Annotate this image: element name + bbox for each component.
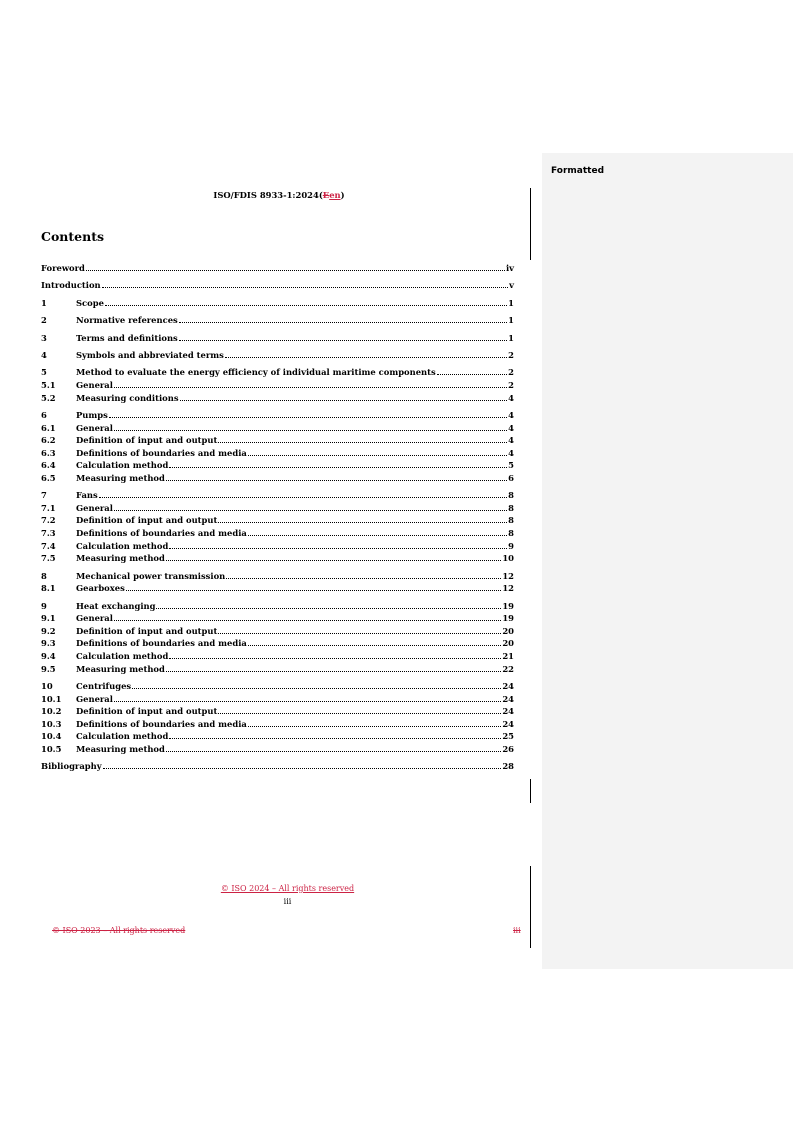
toc-dot-leader xyxy=(166,662,501,672)
toc-entry-title: Heat exchanging xyxy=(76,600,156,611)
toc-dot-leader xyxy=(248,717,502,727)
toc-entry-page: v xyxy=(509,280,514,291)
toc-entry[interactable] xyxy=(41,296,514,309)
toc-entry[interactable] xyxy=(41,742,514,755)
toc-entry-page: 22 xyxy=(502,663,514,674)
toc-dot-leader xyxy=(156,599,501,609)
toc-dot-leader xyxy=(114,501,507,511)
toc-dot-leader xyxy=(179,313,507,323)
toc-entry-title: Definition of input and output xyxy=(76,625,218,636)
toc-entry-page: 8 xyxy=(508,502,514,513)
toc-entry-page: 1 xyxy=(508,315,514,326)
toc-entry-number: 9.2 xyxy=(41,625,56,636)
toc-entry[interactable] xyxy=(41,759,514,772)
toc-entry-page: 12 xyxy=(502,570,514,581)
toc-dot-leader xyxy=(169,458,507,468)
toc-entry[interactable] xyxy=(41,662,514,675)
toc-entry-number: 6.4 xyxy=(41,460,56,471)
toc-entry[interactable] xyxy=(41,433,514,446)
toc-entry-page: iv xyxy=(505,263,514,273)
toc-entry-page: 5 xyxy=(508,460,514,471)
toc-entry-number: 6.3 xyxy=(41,447,56,458)
toc-entry-page: 19 xyxy=(502,613,514,624)
toc-dot-leader xyxy=(169,539,507,549)
toc-entry-number: 9 xyxy=(41,600,47,611)
toc-entry-number: 8 xyxy=(41,570,47,581)
toc-dot-leader xyxy=(248,446,507,456)
toc-entry-number: 3 xyxy=(41,332,47,343)
toc-entry-number: 10.2 xyxy=(41,706,62,717)
toc-entry-title: Foreword xyxy=(41,263,85,273)
toc-entry-page: 24 xyxy=(502,693,514,704)
toc-entry-page: 2 xyxy=(508,367,514,378)
toc-entry-title: Definitions of boundaries and media xyxy=(76,447,247,458)
toc-entry-number: 10.1 xyxy=(41,693,62,704)
toc-dot-leader xyxy=(226,569,501,579)
toc-entry[interactable] xyxy=(41,421,514,434)
toc-entry[interactable] xyxy=(41,488,514,501)
toc-entry[interactable] xyxy=(41,458,514,471)
toc-entry-page: 12 xyxy=(502,583,514,594)
toc-entry-title: Definition of input and output xyxy=(76,515,218,526)
document-header xyxy=(41,190,517,200)
toc-entry-title: Measuring conditions xyxy=(76,392,179,403)
toc-entry-number: 5.1 xyxy=(41,379,56,390)
toc-entry-number: 7.2 xyxy=(41,515,56,526)
toc-dot-leader xyxy=(218,433,507,443)
toc-entry-number: 9.1 xyxy=(41,613,56,624)
toc-entry-title: General xyxy=(76,693,113,704)
toc-entry-page: 28 xyxy=(502,761,514,772)
toc-entry[interactable] xyxy=(41,704,514,717)
toc-entry-page: 2 xyxy=(508,349,514,360)
toc-entry-title: Measuring method xyxy=(76,663,165,674)
toc-entry-number: 5 xyxy=(41,367,47,378)
toc-dot-leader xyxy=(109,408,507,418)
toc-dot-leader xyxy=(166,551,501,561)
toc-entry-number: 7.1 xyxy=(41,502,56,513)
toc-entry-number: 7.4 xyxy=(41,540,56,551)
toc-dot-leader xyxy=(132,679,501,689)
toc-entry-page: 4 xyxy=(508,422,514,433)
toc-entry[interactable] xyxy=(41,261,514,274)
toc-dot-leader xyxy=(102,278,508,288)
toc-entry-title: General xyxy=(76,613,113,624)
toc-entry-title: Introduction xyxy=(41,280,101,291)
toc-dot-leader xyxy=(218,704,501,714)
toc-entry-number: 7 xyxy=(41,490,47,501)
toc-entry-page: 24 xyxy=(502,706,514,717)
toc-entry-title: Definitions of boundaries and media xyxy=(76,638,247,649)
change-bar-header xyxy=(530,188,531,260)
toc-entry-title: Mechanical power transmission xyxy=(76,570,226,581)
toc-entry-title: Symbols and abbreviated terms xyxy=(76,349,224,360)
toc-entry-page: 20 xyxy=(502,625,514,636)
toc-entry[interactable] xyxy=(41,551,514,564)
toc-entry-number: 5.2 xyxy=(41,392,56,403)
footer-page-number: iii xyxy=(283,897,292,906)
toc-entry-title: Calculation method xyxy=(76,651,169,661)
toc-entry-number: 10.5 xyxy=(41,743,62,754)
toc-entry-title: Gearboxes xyxy=(76,583,125,594)
toc-entry[interactable] xyxy=(41,624,514,637)
toc-entry-number: 7.5 xyxy=(41,553,56,564)
toc-entry-number: 6.5 xyxy=(41,472,56,483)
toc-entry[interactable] xyxy=(41,729,514,742)
change-bar-footer xyxy=(530,866,531,948)
toc-entry-number: 1 xyxy=(41,297,47,308)
toc-dot-leader xyxy=(218,624,501,634)
toc-entry-number: 9.5 xyxy=(41,663,56,674)
toc-entry[interactable] xyxy=(41,348,514,361)
toc-entry-page: 1 xyxy=(508,332,514,343)
footer-page-number-deleted: iii xyxy=(513,926,521,935)
toc-dot-leader xyxy=(126,581,502,591)
toc-entry-number: 9.4 xyxy=(41,651,56,661)
toc-entry-page: 8 xyxy=(508,515,514,526)
toc-entry[interactable] xyxy=(41,526,514,539)
toc-entry-number: 10.3 xyxy=(41,718,62,729)
header-deleted-text: E xyxy=(322,190,330,200)
toc-entry-number: 6.1 xyxy=(41,422,56,433)
toc-dot-leader xyxy=(179,331,507,341)
comment-pane xyxy=(542,153,793,969)
toc-entry-title: Bibliography xyxy=(41,761,102,772)
toc-entry-page: 4 xyxy=(508,409,514,420)
toc-entry[interactable] xyxy=(41,331,514,344)
toc-entry[interactable] xyxy=(41,278,514,291)
header-inserted-text: en xyxy=(329,190,341,200)
header-suffix: ) xyxy=(340,190,345,200)
toc-entry-title: Pumps xyxy=(76,409,108,420)
toc-dot-leader xyxy=(166,742,501,752)
toc-dot-leader xyxy=(114,611,501,621)
toc-entry[interactable] xyxy=(41,408,514,421)
toc-entry-title: Method to evaluate the energy efficiency of individual maritime components xyxy=(76,367,436,378)
toc-entry[interactable] xyxy=(41,471,514,484)
toc-entry-page: 25 xyxy=(502,731,514,742)
toc-entry-title: Definition of input and output xyxy=(76,706,218,717)
toc-dot-leader xyxy=(103,759,502,769)
toc-dot-leader xyxy=(169,729,501,739)
toc-entry[interactable] xyxy=(41,581,514,594)
toc-entry-page: 10 xyxy=(502,553,514,564)
table-of-contents xyxy=(41,261,514,772)
toc-entry-number: 10.4 xyxy=(41,731,62,742)
toc-entry-title: Measuring method xyxy=(76,743,165,754)
toc-entry-title: Measuring method xyxy=(76,472,165,483)
toc-entry-title: Definitions of boundaries and media xyxy=(76,528,247,539)
toc-entry-page: 4 xyxy=(508,392,514,403)
toc-entry-page: 20 xyxy=(502,638,514,649)
toc-entry[interactable] xyxy=(41,313,514,326)
toc-dot-leader xyxy=(166,471,507,481)
toc-entry[interactable] xyxy=(41,649,514,662)
footer-copyright-2023-deleted: © ISO 2023 – All rights reserved xyxy=(52,926,186,935)
toc-entry-number: 10 xyxy=(41,680,53,691)
toc-dot-leader xyxy=(218,513,507,523)
toc-entry-title: Scope xyxy=(76,297,104,308)
toc-dot-leader xyxy=(248,526,507,536)
toc-entry-page: 9 xyxy=(508,540,514,551)
toc-dot-leader xyxy=(114,378,507,388)
toc-entry-title: General xyxy=(76,422,113,433)
toc-entry-page: 24 xyxy=(502,718,514,729)
contents-title: Contents xyxy=(41,229,105,244)
toc-entry-page: 8 xyxy=(508,528,514,539)
toc-dot-leader xyxy=(437,365,507,375)
toc-entry-number: 9.3 xyxy=(41,638,56,649)
toc-entry[interactable] xyxy=(41,365,514,378)
toc-entry-title: Normative references xyxy=(76,315,178,326)
toc-entry[interactable] xyxy=(41,692,514,705)
toc-entry-title: Centrifuges xyxy=(76,680,132,691)
toc-entry-number: 7.3 xyxy=(41,528,56,539)
toc-entry-title: Calculation method xyxy=(76,460,169,471)
toc-entry-title: General xyxy=(76,379,113,390)
toc-entry-page: 4 xyxy=(508,447,514,458)
toc-entry-page: 21 xyxy=(502,651,514,661)
toc-entry-page: 4 xyxy=(508,435,514,446)
toc-entry[interactable] xyxy=(41,539,514,552)
toc-entry-title: General xyxy=(76,502,113,513)
toc-dot-leader xyxy=(114,421,507,431)
toc-entry-page: 26 xyxy=(502,743,514,754)
comment-formatted-label: Formatted xyxy=(551,166,605,176)
toc-entry[interactable] xyxy=(41,611,514,624)
toc-entry[interactable] xyxy=(41,501,514,514)
toc-entry[interactable] xyxy=(41,599,514,612)
change-bar-bibliography xyxy=(530,779,531,803)
toc-entry-title: Calculation method xyxy=(76,540,169,551)
toc-entry[interactable] xyxy=(41,513,514,526)
toc-dot-leader xyxy=(225,348,507,358)
toc-entry-page: 8 xyxy=(508,490,514,501)
toc-entry-title: Calculation method xyxy=(76,731,169,742)
toc-dot-leader xyxy=(114,692,501,702)
toc-entry-number: 6 xyxy=(41,409,47,420)
toc-entry[interactable] xyxy=(41,378,514,391)
header-prefix: ISO/FDIS 8933-1:2024( xyxy=(213,190,323,200)
toc-entry[interactable] xyxy=(41,636,514,649)
toc-dot-leader xyxy=(99,488,507,498)
toc-dot-leader xyxy=(248,636,502,646)
toc-entry-title: Fans xyxy=(76,490,98,501)
toc-entry-page: 1 xyxy=(508,297,514,308)
toc-entry-page: 24 xyxy=(502,680,514,691)
toc-entry-title: Terms and definitions xyxy=(76,332,178,343)
toc-dot-leader xyxy=(169,649,501,659)
toc-entry-page: 19 xyxy=(502,600,514,611)
toc-entry-number: 8.1 xyxy=(41,583,56,594)
toc-entry[interactable] xyxy=(41,679,514,692)
toc-entry-page: 6 xyxy=(508,472,514,483)
toc-entry[interactable] xyxy=(41,391,514,404)
toc-dot-leader xyxy=(86,261,505,271)
toc-entry-title: Definition of input and output xyxy=(76,435,218,446)
toc-entry[interactable] xyxy=(41,717,514,730)
toc-entry[interactable] xyxy=(41,446,514,459)
toc-entry-title: Definitions of boundaries and media xyxy=(76,718,247,729)
footer-copyright-2024: © ISO 2024 – All rights reserved xyxy=(220,884,355,893)
toc-entry-page: 2 xyxy=(508,379,514,390)
toc-dot-leader xyxy=(180,391,508,401)
toc-entry-number: 2 xyxy=(41,315,47,326)
toc-entry-number: 6.2 xyxy=(41,435,56,446)
toc-dot-leader xyxy=(105,296,507,306)
toc-entry[interactable] xyxy=(41,569,514,582)
toc-entry-number: 4 xyxy=(41,349,47,360)
toc-entry-title: Measuring method xyxy=(76,553,165,564)
